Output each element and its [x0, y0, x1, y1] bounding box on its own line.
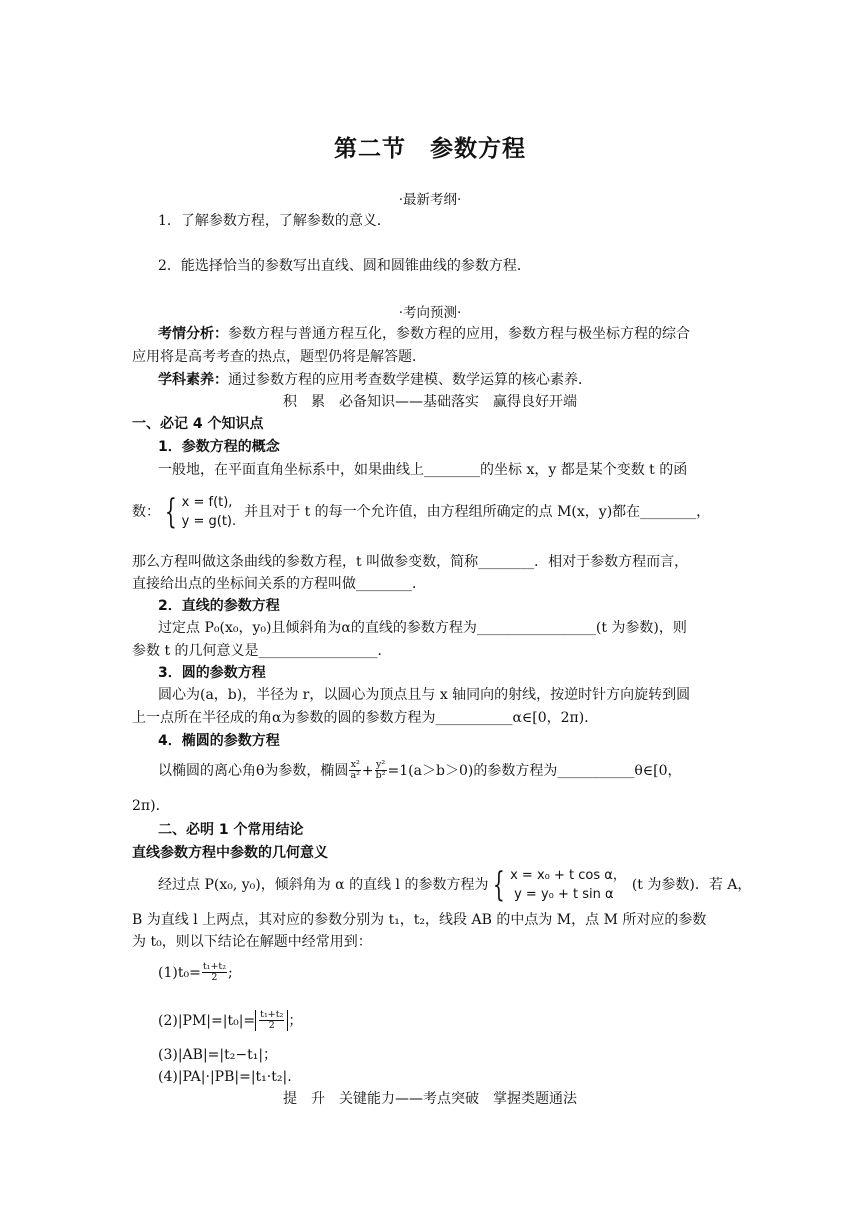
result-1-pre: (1)t₀= — [158, 964, 201, 981]
s1-eq2: y = g(t). — [181, 514, 237, 529]
s2-heading: 2．直线的参数方程 — [158, 598, 280, 614]
fraction-numerator: t₁+t₂ — [202, 961, 227, 972]
s1-eq1: x = f(t), — [181, 495, 233, 510]
fraction-y2-b2 — [375, 760, 387, 781]
conclusion-line2: B 为直线 l 上两点，其对应的参数分别为 t₁，t₂，线段 AB 的中点为 M，点 M 所对应的参数 — [132, 912, 707, 928]
result-2-post: ； — [288, 1012, 303, 1029]
result-3: (3)|AB|=|t₂−t₁|； — [158, 1047, 278, 1063]
conclusion-equation-row — [158, 866, 751, 904]
s3-line1: 圆心为(a，b)，半径为 r，以圆心为顶点且与 x 轴同向的射线，按逆时针方向旋转到圆 — [158, 687, 691, 703]
s2-line1: 过定点 P₀(x₀，y₀)且倾斜角为α的直线的参数方程为_________________(t 为参数)，则 — [158, 620, 687, 636]
absolute-value-bars — [255, 1010, 288, 1031]
s1-line1: 一般地，在平面直角坐标系中，如果曲线上________的坐标 x，y 都是某个变数 t 的函 — [158, 462, 688, 478]
fraction-denominator: 2 — [211, 972, 218, 983]
syllabus-item-1: 1．了解参数方程，了解参数的意义． — [158, 213, 391, 229]
s1-prefix: 数： — [132, 504, 160, 520]
s4-heading: 4．椭圆的参数方程 — [158, 733, 280, 749]
fraction-x2-a2 — [349, 760, 360, 781]
s1-equation-row — [132, 493, 710, 531]
left-brace-icon: { — [493, 865, 506, 905]
analysis-label: 考情分析： — [158, 326, 228, 342]
s1-line3: 那么方程叫做这条曲线的参数方程，t 叫做参变数，简称________．相对于参数方程而言， — [132, 554, 689, 570]
syllabus-heading: ·最新考纲· — [398, 192, 462, 208]
fraction-numerator: t₁+t₂ — [260, 1009, 284, 1020]
result-2-pre: (2)|PM|=|t₀|= — [158, 1012, 256, 1029]
s1-line4: 直接给出点的坐标间关系的方程叫做________． — [132, 576, 426, 592]
conclusion-line3: 为 t₀，则以下结论在解题中经常用到： — [132, 934, 372, 950]
s1-heading: 1．参数方程的概念 — [158, 439, 280, 455]
fraction-denominator: b² — [375, 770, 386, 781]
fraction-t1-t2-over-2 — [259, 1010, 284, 1031]
literacy-label: 学科素养： — [158, 372, 228, 388]
analysis-text-2: 应用将是高考考查的热点，题型仍将是解答题． — [132, 349, 426, 365]
s3-heading: 3．圆的参数方程 — [158, 665, 266, 681]
forecast-heading: ·考向预测· — [398, 305, 462, 321]
conclusion-equation-system — [510, 866, 626, 904]
syllabus-item-2: 2．能选择恰当的参数写出直线、圆和圆锥曲线的参数方程． — [158, 258, 531, 274]
s4-post: =1(a＞b＞0)的参数方程为___________θ∈[0， — [387, 762, 682, 779]
page-title: 第二节 参数方程 — [334, 136, 526, 162]
section-banner-improve: 提 升 关键能力——考点突破 掌握类题通法 — [283, 1091, 577, 1107]
conclusion-post: (t 为参数)．若 A， — [631, 877, 752, 893]
fraction-denominator: a² — [350, 770, 360, 781]
conclusion-eq1: x = x₀ + t cos α， — [510, 868, 626, 883]
part1-heading: 一、必记 4 个知识点 — [132, 416, 264, 432]
s1-line2: 并且对于 t 的每一个允许值，由方程组所确定的点 M(x，y)都在________， — [244, 504, 711, 520]
fraction-numerator: x² — [350, 759, 360, 770]
left-brace-icon: { — [164, 492, 177, 532]
part2-heading: 二、必明 1 个常用结论 — [158, 822, 304, 838]
forecast-literacy — [158, 370, 592, 390]
section-banner-accumulate: 积 累 必备知识——基础落实 赢得良好开端 — [283, 394, 577, 410]
s4-line2: 2π)． — [132, 798, 170, 814]
s4-line1 — [158, 760, 682, 781]
conclusion-eq2: y = y₀ + t sin α — [514, 887, 614, 902]
s2-line2: 参数 t 的几何意义是_________________． — [132, 643, 392, 659]
literacy-text: 通过参数方程的应用考查数学建模、数学运算的核心素养． — [228, 372, 592, 388]
fraction-denominator: 2 — [268, 1020, 275, 1031]
fraction-numerator: y² — [376, 759, 386, 770]
s4-pre: 以椭圆的离心角θ为参数，椭圆 — [158, 762, 349, 779]
forecast-analysis — [158, 324, 690, 344]
conclusion-heading: 直线参数方程中参数的几何意义 — [132, 845, 328, 861]
s3-line2: 上一点所在半径成的角α为参数的圆的参数方程为___________α∈[0，2π)． — [132, 710, 599, 726]
result-1-post: ; — [228, 964, 233, 981]
s4-plus: + — [361, 762, 374, 779]
result-2 — [158, 1010, 302, 1031]
s1-equation-system — [182, 493, 236, 531]
conclusion-pre: 经过点 P(x₀, y₀)，倾斜角为 α 的直线 l 的参数方程为 — [158, 877, 489, 893]
analysis-text-1: 参数方程与普通方程互化，参数方程的应用，参数方程与极坐标方程的综合 — [228, 326, 690, 342]
fraction-t1-t2-over-2 — [202, 962, 227, 983]
result-4: (4)|PA|·|PB|=|t₁·t₂|. — [158, 1069, 292, 1085]
result-1 — [158, 962, 233, 983]
